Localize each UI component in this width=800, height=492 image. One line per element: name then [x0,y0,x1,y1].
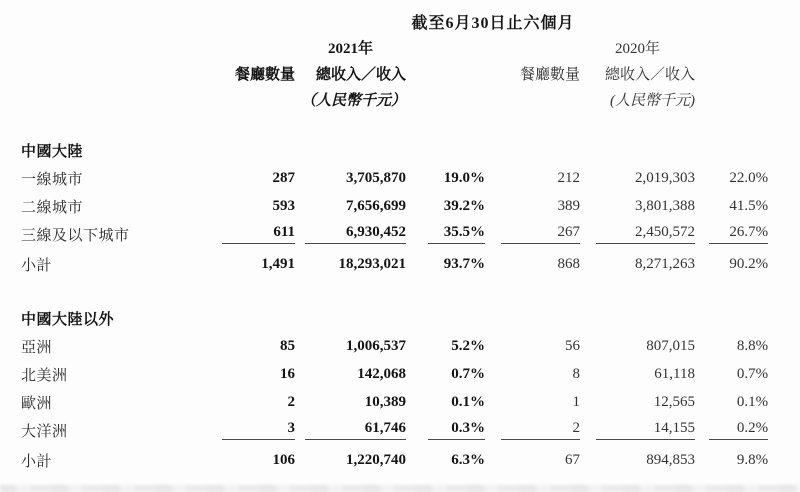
spacer-cell [485,86,580,112]
cell-percent-2020 [695,360,768,388]
spacer-cell [218,304,768,332]
spacer-cell [21,8,218,34]
cell-percent-2020 [695,248,768,280]
cell-value: 212 [557,169,580,186]
table-row-subtotal [21,444,768,476]
spacer-cell [21,112,768,136]
spacer-cell [695,34,768,60]
cell-value: 2,019,303 [635,169,695,186]
cell-percent-2021 [406,388,485,416]
row-label: 一線城市 [21,171,84,188]
cell-value: 85 [280,337,295,354]
unit-note-2021: （人民幣千元） [300,92,406,109]
cell-revenue-2020 [580,388,695,416]
cell-count-2021 [218,388,295,416]
cell-value: 8,271,263 [635,255,695,272]
spacer-cell [406,60,485,86]
cell-percent-2021 [406,220,485,248]
cell-percent-2021 [406,360,485,388]
cell-value: 12,565 [653,393,695,410]
cell-percent-2020 [695,332,768,360]
cell-value: 8.8% [736,337,769,354]
cell-revenue-2021 [295,444,406,476]
cell-value: 3,705,870 [346,169,406,186]
cell-value: 61,746 [305,420,406,440]
cell-value: 9.8% [736,451,769,468]
cell-value: 3,801,388 [635,197,695,214]
cell-revenue-2021 [295,164,406,192]
col-header-restaurant-count-2020: 餐廳數量 [519,66,580,83]
cell-percent-2020 [695,220,768,248]
spacer-cell [21,34,218,60]
cell-revenue-2020 [580,192,695,220]
cell-value: 6.3% [451,451,485,468]
cell-value: 1 [572,393,580,410]
unit-note-2020: (人民幣千元) [610,92,695,109]
cell-count-2020 [485,332,580,360]
cell-value: 0.7% [736,365,769,382]
cell-revenue-2020 [580,332,695,360]
cell-revenue-2021 [295,388,406,416]
cell-count-2020 [485,444,580,476]
cell-value: 0.1% [451,393,485,410]
cell-revenue-2021 [295,192,406,220]
year-2020-header: 2020年 [614,40,660,57]
section-header-outside-mainland-china: 中國大陸以外 [21,311,115,328]
cell-revenue-2020 [580,360,695,388]
col-header-revenue-2020: 總收入／收入 [604,66,695,83]
cell-revenue-2020 [580,416,695,444]
cell-count-2021 [218,248,295,280]
spacer-cell [218,136,768,164]
table-row [21,112,768,136]
cell-value: 7,656,699 [346,197,406,214]
cell-value: 8 [572,365,580,382]
cell-revenue-2021 [295,416,406,444]
cell-revenue-2020 [580,164,695,192]
cell-count-2020 [485,220,580,248]
cell-revenue-2020 [580,220,695,248]
spacer-cell [485,34,580,60]
cell-value: 0.2% [709,420,768,440]
cell-count-2021 [218,444,295,476]
cell-percent-2020 [695,388,768,416]
cell-value: 18,293,021 [338,255,406,272]
period-title: 截至6月30日止六個月 [411,14,575,32]
cell-value: 2 [287,393,295,410]
cell-count-2020 [485,416,580,444]
year-2021-header: 2021年 [327,40,373,57]
row-label: 大洋洲 [21,423,68,440]
cell-value: 894,853 [646,451,695,468]
cell-value: 0.3% [428,420,485,440]
cell-value: 56 [565,337,580,354]
cell-value: 5.2% [451,337,485,354]
cell-value: 41.5% [729,197,769,214]
cell-value: 10,389 [364,393,406,410]
cell-count-2021 [218,164,295,192]
spacer-cell [218,86,295,112]
cell-value: 22.0% [729,169,769,186]
cell-count-2020 [485,360,580,388]
cell-value: 19.0% [443,169,485,186]
cell-percent-2021 [406,248,485,280]
spacer-cell [695,86,768,112]
cell-percent-2021 [406,416,485,444]
table-row [21,192,768,220]
cell-revenue-2021 [295,220,406,248]
cell-value: 39.2% [443,197,485,214]
cell-revenue-2020 [580,248,695,280]
cell-value: 807,015 [646,337,695,354]
table-row [21,220,768,248]
row-label: 歐洲 [21,395,53,412]
table-row [21,164,768,192]
row-label: 亞洲 [21,339,53,356]
table-row-subtotal [21,248,768,280]
cell-count-2021 [218,192,295,220]
subtotal-label: 小計 [21,257,53,274]
table-row [21,34,768,60]
cell-value: 1,491 [261,255,295,272]
cell-value: 868 [557,255,580,272]
cell-count-2020 [485,164,580,192]
row-label: 北美洲 [21,367,68,384]
spacer-cell [406,34,485,60]
cell-value: 267 [501,224,580,244]
table-row [21,86,768,112]
table-row [21,416,768,444]
table-row [21,8,768,34]
cell-value: 90.2% [729,255,769,272]
cell-value: 0.1% [736,393,769,410]
cell-revenue-2021 [295,248,406,280]
cell-value: 67 [565,451,580,468]
cell-value: 106 [272,451,295,468]
cell-value: 287 [272,169,295,186]
section-header-mainland-china: 中國大陸 [21,143,84,160]
cell-count-2021 [218,332,295,360]
cell-value: 6,930,452 [305,224,406,244]
cell-count-2020 [485,192,580,220]
revenue-by-region-table [21,8,768,476]
table-row [21,304,768,332]
cell-percent-2020 [695,416,768,444]
spacer-cell [21,86,218,112]
col-header-revenue-2021: 總收入／收入 [315,66,406,83]
cell-value: 35.5% [428,224,485,244]
cell-value: 26.7% [709,224,768,244]
table-row [21,360,768,388]
row-label: 二線城市 [21,199,84,216]
spacer-cell [21,280,768,304]
cell-percent-2021 [406,444,485,476]
cell-revenue-2021 [295,332,406,360]
cell-value: 1,006,537 [346,337,406,354]
cell-value: 2 [501,420,580,440]
cell-count-2020 [485,388,580,416]
table-row [21,280,768,304]
cell-value: 1,220,740 [346,451,406,468]
spacer-cell [218,34,295,60]
subtotal-label: 小計 [21,453,53,470]
cell-value: 93.7% [443,255,485,272]
table-row [21,136,768,164]
cell-value: 61,118 [654,365,695,382]
cell-count-2021 [218,416,295,444]
row-label: 三線及以下城市 [21,227,130,244]
cell-value: 0.7% [451,365,485,382]
cutoff-next-row-strip [0,485,800,492]
cell-value: 611 [222,224,295,244]
cell-percent-2021 [406,192,485,220]
cell-count-2021 [218,360,295,388]
cell-percent-2020 [695,192,768,220]
cell-percent-2020 [695,444,768,476]
cell-value: 16 [280,365,295,382]
spacer-cell [695,60,768,86]
cell-count-2021 [218,220,295,248]
col-header-restaurant-count-2021: 餐廳數量 [234,66,295,83]
cell-value: 389 [557,197,580,214]
cell-value: 14,155 [596,420,695,440]
cell-count-2020 [485,248,580,280]
cell-value: 593 [272,197,295,214]
spacer-cell [21,60,218,86]
cell-value: 3 [222,420,295,440]
table-row [21,60,768,86]
cell-value: 142,068 [357,365,406,382]
cell-value: 2,450,572 [596,224,695,244]
cell-revenue-2020 [580,444,695,476]
cell-percent-2021 [406,164,485,192]
cell-revenue-2021 [295,360,406,388]
spacer-cell [406,86,485,112]
cell-percent-2020 [695,164,768,192]
table-row [21,388,768,416]
cell-percent-2021 [406,332,485,360]
table-row [21,332,768,360]
